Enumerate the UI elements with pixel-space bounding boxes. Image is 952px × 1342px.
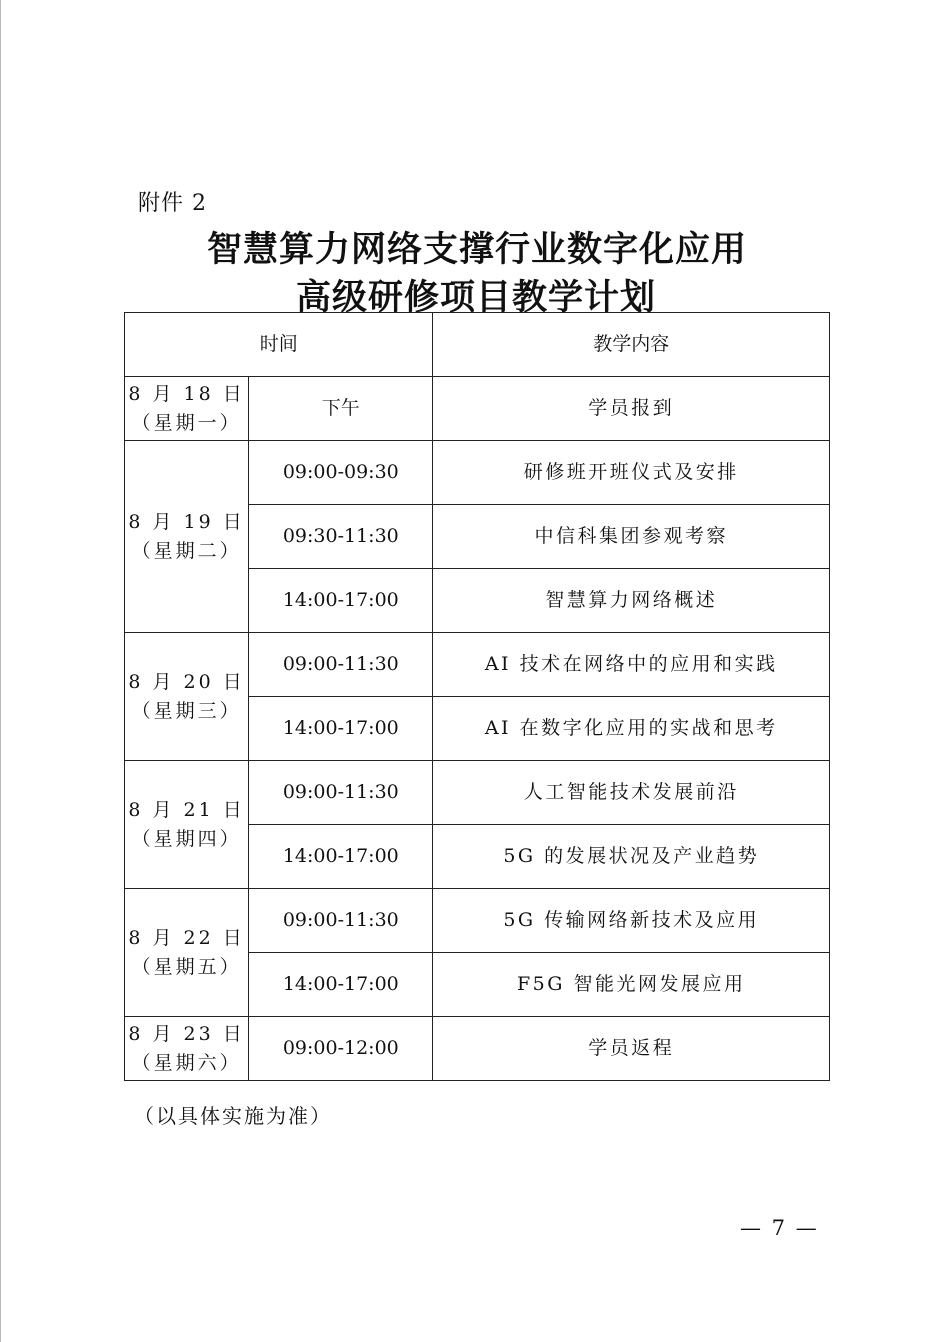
session-time: 09:00-11:30 <box>282 909 399 931</box>
time-cell <box>249 505 433 569</box>
implementation-note: （以具体实施为准） <box>134 1104 332 1128</box>
session-time: 09:00-11:30 <box>282 653 399 675</box>
document-title-line-1: 智慧算力网络支撑行业数字化应用 <box>206 229 747 270</box>
date-cell <box>125 889 249 1017</box>
time-cell <box>249 377 433 441</box>
time-cell <box>249 697 433 761</box>
session-time: 14:00-17:00 <box>282 589 399 611</box>
date-cell <box>125 761 249 889</box>
page-edge-line <box>0 0 1 1342</box>
session-content: 学员报到 <box>588 397 675 419</box>
document-title-line-2: 高级研修项目教学计划 <box>295 277 656 318</box>
weekday-label: （星期四） <box>131 827 242 850</box>
table-row <box>125 761 830 825</box>
session-content: 5G 传输网络新技术及应用 <box>503 909 760 931</box>
teaching-plan-table <box>124 312 830 1081</box>
date-cell <box>125 1017 249 1081</box>
session-content: 学员返程 <box>588 1037 675 1059</box>
date-label: 8 月 18 日 <box>128 382 245 405</box>
content-cell <box>433 825 830 889</box>
time-cell <box>249 569 433 633</box>
table-row <box>125 1017 830 1081</box>
time-cell <box>249 953 433 1017</box>
time-cell <box>249 889 433 953</box>
session-time: 09:00-12:00 <box>282 1037 399 1059</box>
weekday-label: （星期六） <box>131 1051 242 1074</box>
date-cell <box>125 441 249 633</box>
session-time: 09:00-09:30 <box>282 461 399 483</box>
table-row <box>125 633 830 697</box>
table-header-row <box>125 313 830 377</box>
content-cell <box>433 441 830 505</box>
date-label: 8 月 19 日 <box>128 510 245 533</box>
table-row <box>125 377 830 441</box>
content-cell <box>433 505 830 569</box>
content-cell <box>433 697 830 761</box>
content-cell <box>433 761 830 825</box>
session-content: 中信科集团参观考察 <box>534 525 728 547</box>
session-content: AI 在数字化应用的实战和思考 <box>484 717 778 739</box>
content-cell <box>433 377 830 441</box>
session-content: AI 技术在网络中的应用和实践 <box>484 653 778 675</box>
attachment-label: 附件 2 <box>138 191 207 216</box>
date-label: 8 月 22 日 <box>128 926 245 949</box>
session-time: 14:00-17:00 <box>282 717 399 739</box>
session-time: 下午 <box>321 397 360 419</box>
session-time: 14:00-17:00 <box>282 973 399 995</box>
header-content: 教学内容 <box>433 313 830 377</box>
content-cell <box>433 953 830 1017</box>
session-time: 09:00-11:30 <box>282 781 399 803</box>
page-number: — 7 — <box>740 1216 819 1240</box>
date-label: 8 月 20 日 <box>128 670 245 693</box>
content-cell <box>433 889 830 953</box>
time-cell <box>249 825 433 889</box>
time-cell <box>249 761 433 825</box>
session-content: 智慧算力网络概述 <box>545 589 718 611</box>
session-content: 5G 的发展状况及产业趋势 <box>503 845 760 867</box>
content-cell <box>433 1017 830 1081</box>
date-label: 8 月 21 日 <box>128 798 245 821</box>
session-content: 研修班开班仪式及安排 <box>523 461 739 483</box>
content-cell <box>433 633 830 697</box>
session-content: F5G 智能光网发展应用 <box>516 973 746 995</box>
session-time: 14:00-17:00 <box>282 845 399 867</box>
weekday-label: （星期五） <box>131 955 242 978</box>
date-cell <box>125 377 249 441</box>
weekday-label: （星期二） <box>131 539 242 562</box>
date-label: 8 月 23 日 <box>128 1022 245 1045</box>
date-cell <box>125 633 249 761</box>
time-cell <box>249 441 433 505</box>
weekday-label: （星期一） <box>131 411 242 434</box>
table-row <box>125 441 830 505</box>
weekday-label: （星期三） <box>131 699 242 722</box>
header-time: 时间 <box>125 313 433 377</box>
time-cell <box>249 633 433 697</box>
session-content: 人工智能技术发展前沿 <box>523 781 739 803</box>
time-cell <box>249 1017 433 1081</box>
table-row <box>125 889 830 953</box>
content-cell <box>433 569 830 633</box>
session-time: 09:30-11:30 <box>282 525 399 547</box>
